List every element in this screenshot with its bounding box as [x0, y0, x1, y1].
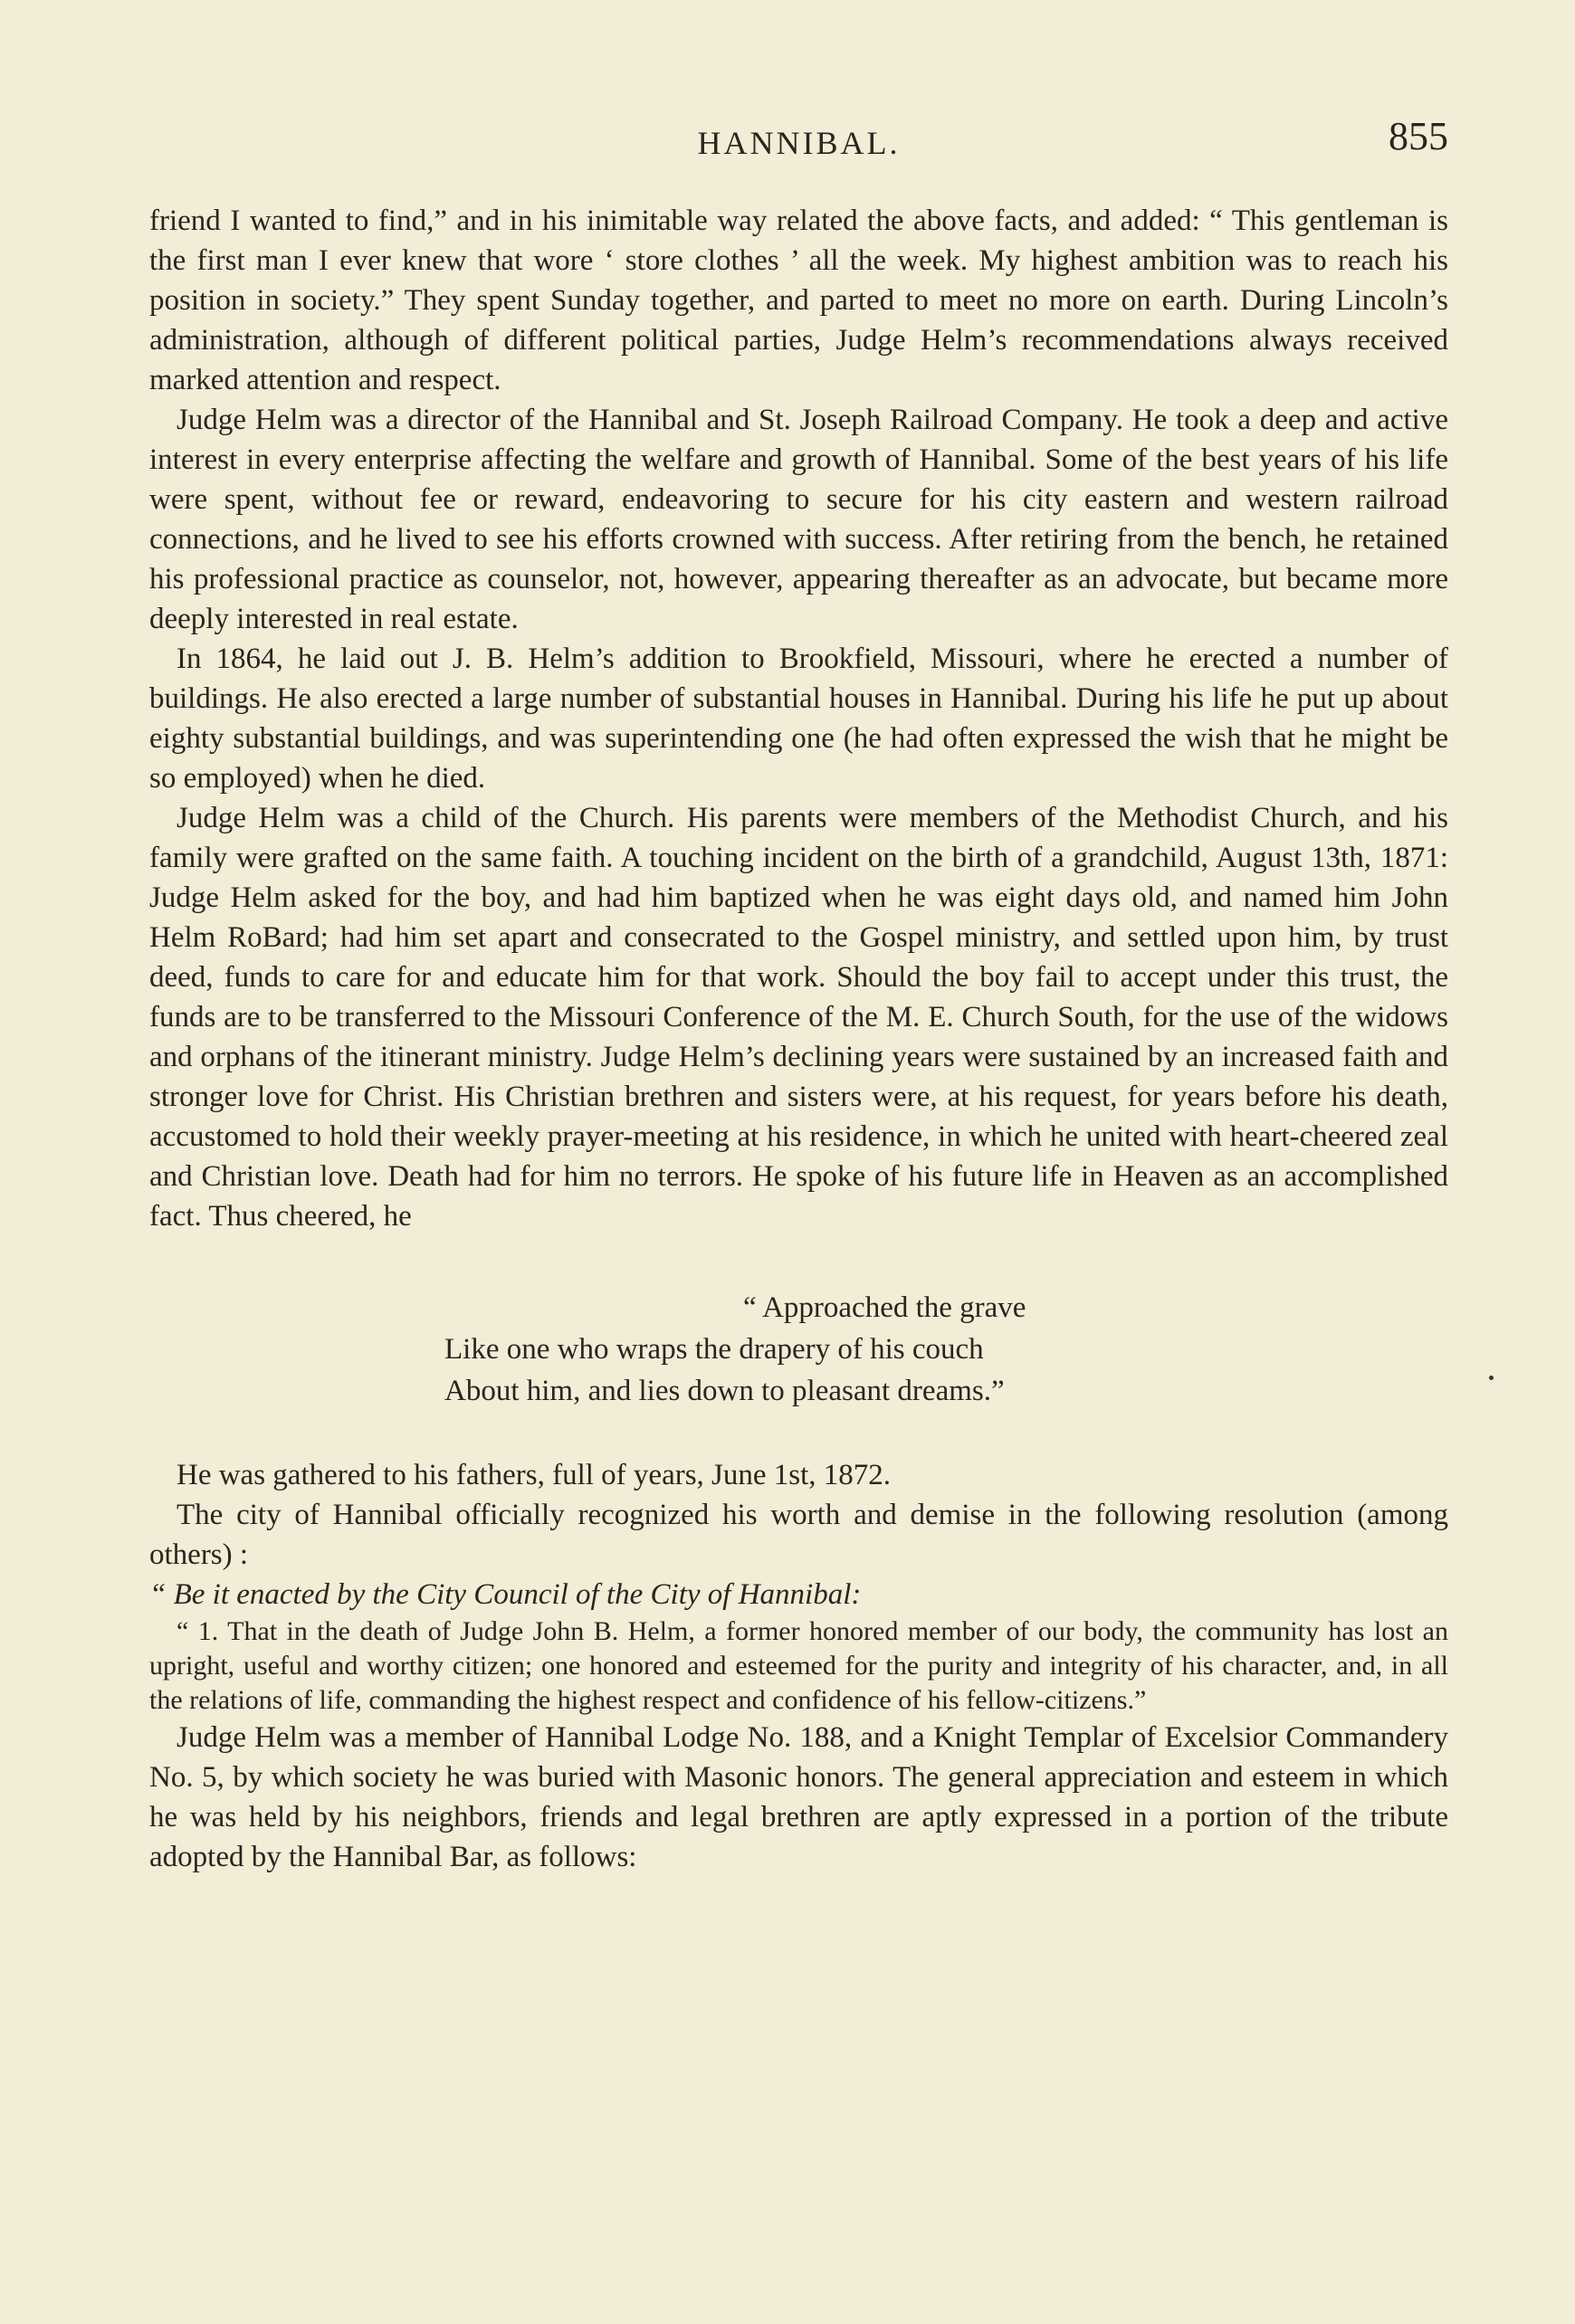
paragraph-masonic: Judge Helm was a member of Hannibal Lodge No. 188, and a Knight Templar of Excelsior Commandery No. 5, by which society he was buried with Masonic honors. The general appreciation and esteem in which he was held by his neighbors, friends and legal brethren are aptly expressed in a portion of the tribute adopted by the Hannibal Bar, as follows:	[149, 1721, 1448, 1873]
paragraph-city-resolution: The city of Hannibal officially recognized his worth and demise in the following resolution (among others) :	[149, 1499, 1448, 1571]
verse-line: About him, and lies down to pleasant dreams.”	[444, 1375, 1005, 1407]
running-title: HANNIBAL.	[697, 125, 901, 161]
page-body	[149, 201, 1448, 1877]
paragraph-church: Judge Helm was a child of the Church. His parents were members of the Methodist Church, and his family were grafted on the same faith. A touching incident on the birth of a grandchild, August 13th, 1871: Judge Helm asked for the boy, and had him baptized when he was eight days old, and named him John Helm RoBard; had him set apart and consecrated to the Gospel ministry, and settled upon him, by trust deed, funds to care for and educate him for that work. Should the boy fail to accept under this trust, the funds are to be transferred to the Missouri Conference of the M. E. Church South, for the use of the widows and orphans of the itinerant ministry. Judge Helm’s declining years were sustained by an increased faith and stronger love for Christ. His Christian brethren and sisters were, at his request, for years before his death, accustomed to hold their weekly prayer-meeting at his residence, in which he united with heart-cheered zeal and Christian love. Death had for him no terrors. He spoke of his future life in Heaven as an accomplished fact. Thus cheered, he	[149, 802, 1448, 1233]
verse-quotation	[149, 1287, 1448, 1412]
paragraph-railroad: Judge Helm was a director of the Hannibal and St. Joseph Railroad Company. He took a deep and active interest in every enterprise affecting the welfare and growth of Hannibal. Some of the best years of his life were spent, without fee or reward, endeavoring to secure for his city eastern and western railroad connections, and he lived to see his efforts crowned with success. After retiring from the bench, he retained his professional practice as counselor, not, however, appearing thereafter as an advocate, but became more deeply interested in real estate.	[149, 404, 1448, 635]
paragraph-death-date: He was gathered to his fathers, full of years, June 1st, 1872.	[177, 1459, 892, 1491]
running-head	[149, 113, 1448, 167]
paragraph-buildings: In 1864, he laid out J. B. Helm’s addition to Brookfield, Missouri, where he erected a number of buildings. He also erected a large number of substantial houses in Hannibal. During his life he put up about eighty substantial buildings, and was superintending one (he had often expressed the wish that he might be so employed) when he died.	[149, 643, 1448, 795]
enactment-heading: “ Be it enacted by the City Council of the City of Hannibal:	[149, 1578, 862, 1611]
verse-line: Like one who wraps the drapery of his couch	[444, 1333, 984, 1366]
paragraph-continued: friend I wanted to find,” and in his inimitable way related the above facts, and added: “ This gentleman is the first man I ever knew that wore ‘ store clothes ’ all the week. My highest ambition was to reach his position in society.” They spent Sunday together, and parted to meet no more on earth. During Lincoln’s administration, although of different political parties, Judge Helm’s recommendations always received marked attention and respect.	[149, 205, 1448, 396]
verse-line: “ Approached the grave	[743, 1291, 1026, 1324]
ink-speck	[1489, 1376, 1494, 1380]
resolution-text: “ 1. That in the death of Judge John B. Helm, a former honored member of our body, the community has lost an upright, useful and worthy citizen; one honored and esteemed for the purity and integrity of his character, and, in all the relations of life, commanding the highest respect and confidence of his fellow-citizens.”	[149, 1616, 1448, 1715]
page-number: 855	[1389, 114, 1448, 158]
